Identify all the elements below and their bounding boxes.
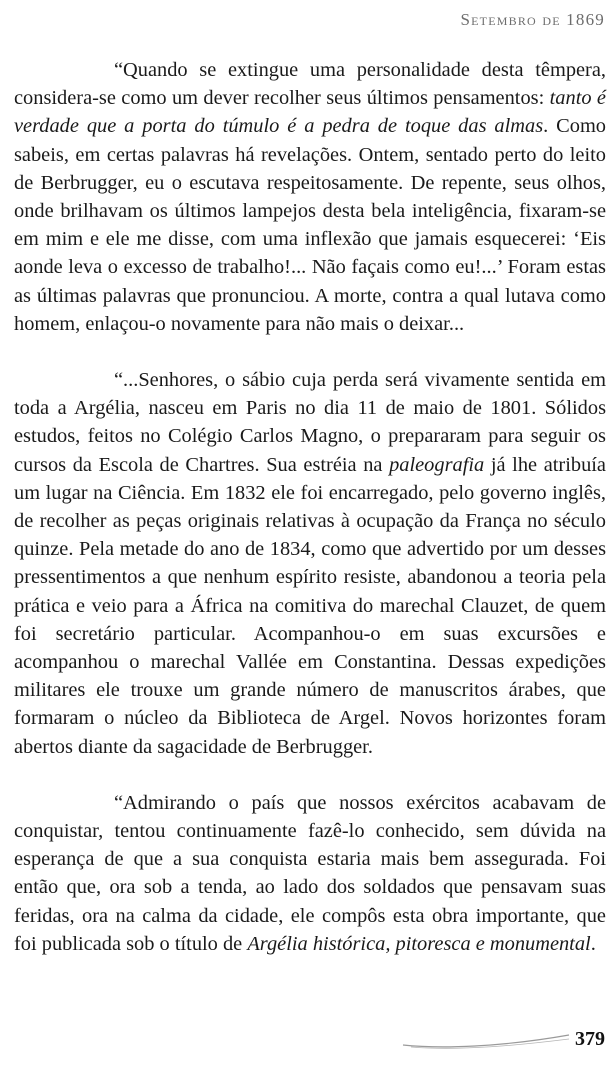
paragraph-1-text-c: . Como sabeis, em certas palavras há revelações. Ontem, sentado perto do leito de Berbrugger, eu o escutava respeitosamente. De repente, seus olhos, onde brilhavam os últimos lampejos desta bela inteligência, fixaram-se em mim e ele me disse, com uma inflexão que jamais esquecerei: ‘Eis aonde leva o excesso de trabalho!... Não façais como eu!...’ Foram estas as últimas palavras que pronunciou. A morte, contra a qual lutava como homem, enlaçou-o novamente para não mais o deixar... — [14, 115, 607, 335]
paragraph-3-italic: Argélia histórica, pitoresca e monumental — [247, 932, 591, 955]
paragraph-2 — [14, 366, 606, 761]
paragraph-3-text-a: “Admirando o país que nossos exércitos acabavam de conquistar, tentou continuamente fazê-lo conhecido, sem dúvida na esperança de que a sua conquista estaria mais bem assegurada. Foi então que, ora sob a tenda, ao lado dos soldados que pensavam suas feridas, ora na calma da cidade, ele compôs esta obra importante, que foi publicada sob o título de — [14, 791, 606, 955]
page-number: 379 — [575, 1028, 605, 1050]
paragraph-1 — [14, 56, 606, 338]
running-header: Setembro de 1869 — [460, 10, 605, 29]
paragraph-2-text-c: já lhe atribuía um lugar na Ciência. Em 1832 ele foi encarregado, pelo governo inglês, de recolher as peças originais relativas à ocupação da França no século quinze. Pela metade do ano de 1834, como que advertido por um desses pressentimentos a que nenhum espírito resiste, abandonou a teoria pela prática e veio para a África na comitiva do marechal Clauzet, de quem foi secretário particular. Acompanhou-o em suas excursões e acompanhou o marechal Vallée em Constantina. Dessas expedições militares ele trouxe um grande número de manuscritos árabes, que formaram o núcleo da Biblioteca de Argel. Novos horizontes foram abertos diante da sagacidade de Berbrugger. — [14, 453, 606, 758]
paragraph-3-text-c: . — [590, 932, 596, 955]
paragraph-2-italic: paleografia — [389, 453, 485, 476]
paragraph-1-italic: tanto é verdade que a porta do túmulo é a pedra de toque das almas — [14, 87, 606, 138]
footer-swoosh-icon — [401, 1029, 571, 1051]
paragraph-1-text-a: “Quando se extingue uma personalidade desta têmpera, considera-se como um dever recolher seus últimos pensamentos: — [14, 59, 606, 110]
paragraph-3 — [14, 789, 606, 958]
paragraph-2-text-a: “...Senhores, o sábio cuja perda será vivamente sentida em toda a Argélia, nasceu em Paris no dia 11 de maio de 1801. Sólidos estudos, feitos no Colégio Carlos Magno, o prepararam para seguir os cursos da Escola de Chartres. Sua estréia na — [14, 369, 606, 476]
page-body — [14, 56, 606, 986]
